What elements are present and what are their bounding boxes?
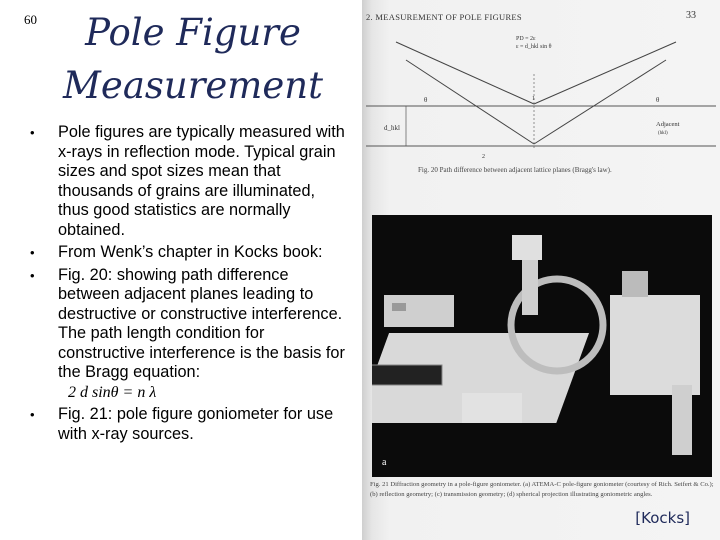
front-block [462, 393, 522, 423]
title-line-2: Measurement [63, 64, 323, 107]
label-theta-right: θ [656, 96, 660, 104]
goniometer-photo [372, 215, 712, 477]
slide-title [58, 6, 328, 112]
bullet-list [28, 123, 346, 447]
bullet-text: Pole figures are typically measured with x-rays in reflection mode. Typical grain sizes and spot sizes mean that thousands of grains are illuminated, thus good statistics are normally obtained. [58, 123, 345, 239]
side-rail [672, 385, 692, 455]
detector [512, 235, 542, 260]
bullet-item [28, 243, 346, 263]
reflected-ray-2 [534, 60, 666, 144]
label-hkl: (hkl) [658, 131, 668, 136]
label-d: d_hkl [384, 124, 400, 132]
book-page-scan [362, 0, 720, 540]
book-page-number: 33 [686, 10, 696, 21]
fig20-caption: Fig. 20 Path difference between adjacent lattice planes (Bragg's law). [418, 166, 612, 174]
label-one: 1 [532, 96, 535, 102]
incident-ray-1 [396, 42, 534, 104]
upper-arm [522, 255, 538, 315]
book-header: 2. MEASUREMENT OF POLE FIGURES [366, 12, 522, 22]
bullet-item [28, 123, 346, 240]
slide-number: 60 [24, 12, 37, 27]
credit-text: [Kocks] [635, 509, 690, 527]
bullet-text: From Wenk’s chapter in Kocks book: [58, 243, 323, 261]
label-two: 2 [482, 154, 485, 160]
bullet-text: Fig. 21: pole figure goniometer for use with x-ray sources. [58, 405, 334, 443]
label-epsilon: ε = d_hkl sin θ [516, 44, 552, 50]
right-cabinet [610, 295, 700, 395]
bullet-dot: • [30, 407, 35, 422]
label-adjacent: Adjacent [656, 121, 680, 128]
bullet-dot: • [30, 245, 35, 260]
photo-label: a [382, 457, 387, 468]
bragg-equation: 2 d sinθ = n λ [68, 383, 157, 401]
reflected-ray-1 [534, 42, 676, 104]
fig21-caption: Fig. 21 Diffraction geometry in a pole-figure goniometer. (a) ATEMA-C pole-figure goniometer (courtesy of Rich. Seifert & Co.); (b) reflection geometry; (c) transmission geometry; (d) spherical projection illustrating goniometric angles. [370, 481, 714, 498]
left-arm-label [392, 303, 406, 311]
x-ray-tube [372, 365, 442, 385]
bullet-text: Fig. 20: showing path difference between adjacent planes leading to destructive or constructive interference. The path length condition for constructive interference is the basis for the Bragg equation: [58, 265, 345, 381]
bullet-item [28, 266, 346, 403]
bragg-diagram [366, 24, 716, 174]
bullet-dot: • [30, 267, 35, 283]
label-theta-left: θ [424, 96, 428, 104]
bullet-item [28, 405, 346, 444]
display-box [622, 271, 648, 297]
title-line-1: Pole Figure [85, 11, 301, 54]
label-pd: PD = 2ε [516, 36, 536, 42]
bullet-dot: • [30, 125, 35, 140]
goniometer-drawing [372, 215, 712, 477]
